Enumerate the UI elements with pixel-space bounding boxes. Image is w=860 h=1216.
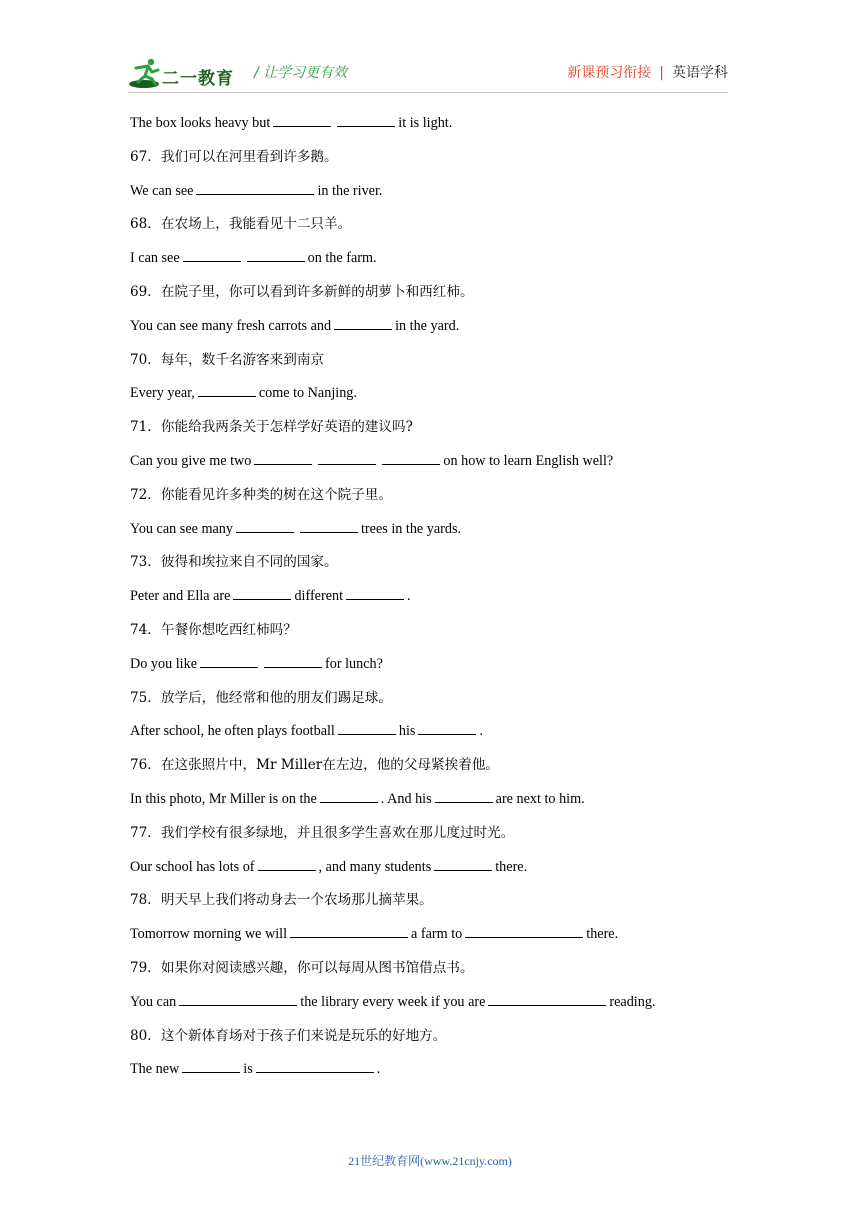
answer-blank[interactable] [338, 720, 396, 735]
sentence-text: After school, he often plays football [130, 723, 335, 740]
question-prompt: 77．我们学校有很多绿地，并且很多学生喜欢在那儿度过时光。 [130, 824, 515, 841]
sentence-text: . And his [380, 790, 432, 807]
sentence-text: reading. [609, 993, 656, 1010]
sentence-text: in the river. [317, 182, 383, 199]
page-header [128, 56, 728, 94]
answer-blank[interactable] [254, 450, 312, 465]
answer-blank[interactable] [465, 923, 583, 938]
sentence-text: Do you like [130, 655, 197, 672]
answer-blank[interactable] [337, 112, 395, 127]
answer-blank[interactable] [318, 450, 376, 465]
sentence-text: a farm to [411, 926, 463, 943]
header-separator: | [659, 65, 664, 81]
answer-blank[interactable] [418, 720, 476, 735]
answer-blank[interactable] [346, 585, 404, 600]
question-prompt: 74．午餐你想吃西红柿吗？ [130, 621, 297, 638]
answer-sentence [130, 446, 740, 480]
answer-blank[interactable] [182, 1058, 240, 1073]
answer-sentence [130, 784, 740, 818]
sentence-text: are next to him. [495, 790, 585, 807]
sentence-text: The box looks heavy but [130, 115, 271, 131]
question-prompt: 80．这个新体育场对于孩子们来说是玩乐的好地方。 [130, 1027, 447, 1044]
answer-sentence [130, 649, 740, 683]
sentence-text: The new [130, 1061, 180, 1078]
sentence-text: come to Nanjing. [258, 385, 357, 402]
answer-blank[interactable] [258, 856, 316, 871]
sentence-text: there. [586, 926, 619, 943]
header-right [567, 62, 728, 82]
answer-sentence [130, 987, 740, 1021]
sentence-text: . [376, 1061, 381, 1078]
answer-blank[interactable] [435, 788, 493, 803]
sentence-text: different [294, 588, 344, 605]
answer-sentence [130, 1054, 740, 1088]
question-prompt: 68．在农场上，我能看见十二只羊。 [130, 216, 352, 233]
subject-label: 英语学科 [672, 65, 728, 81]
sentence-text: We can see [130, 182, 194, 199]
sentence-text: In this photo, Mr Miller is on the [130, 790, 317, 807]
answer-sentence [130, 243, 740, 277]
answer-blank[interactable] [290, 923, 408, 938]
answer-sentence [130, 378, 740, 412]
question-prompt: 78．明天早上我们将动身去一个农场那儿摘苹果。 [130, 892, 433, 909]
answer-sentence [130, 514, 740, 548]
exercise-list [130, 108, 740, 1088]
sentence-text: , and many students [318, 858, 432, 875]
answer-blank[interactable] [247, 247, 305, 262]
logo [128, 56, 246, 92]
answer-sentence [130, 716, 740, 750]
sentence-text: Peter and Ella are [130, 588, 231, 605]
answer-blank[interactable] [200, 653, 258, 668]
sentence-text: there. [495, 858, 528, 875]
answer-blank[interactable] [434, 856, 492, 871]
sentence-text: You can see many [130, 520, 233, 537]
sentence-text: on how to learn English well? [443, 452, 614, 469]
sentence-text: You can [130, 993, 177, 1010]
answer-blank[interactable] [300, 518, 358, 533]
question-prompt: 69．在院子里，你可以看到许多新鲜的胡萝卜和西红柿。 [130, 283, 474, 300]
sentence-text: for lunch? [325, 655, 383, 672]
answer-sentence [130, 919, 740, 953]
sentence-text: is [243, 1061, 253, 1078]
answer-blank[interactable] [334, 315, 392, 330]
question-prompt: 75．放学后，他经常和他的朋友们踢足球。 [130, 689, 392, 706]
sentence-text: the library every week if you are [300, 993, 486, 1010]
page-footer: 21世纪教育网(www.21cnjy.com) [348, 1154, 512, 1168]
answer-sentence [130, 311, 740, 345]
runner-logo-icon [128, 56, 164, 90]
course-label: 新课预习衔接 [567, 65, 652, 81]
question-prompt: 73．彼得和埃拉来自不同的国家。 [130, 554, 338, 571]
answer-blank[interactable] [198, 382, 256, 397]
question-prompt: 72．你能看见许多种类的树在这个院子里。 [130, 486, 392, 503]
answer-blank[interactable] [488, 991, 606, 1006]
question-prompt: 76．在这张照片中，Mr Miller在左边，他的父母紧挨着他。 [130, 757, 500, 774]
sentence-text: his [398, 723, 416, 740]
answer-blank[interactable] [196, 180, 314, 195]
sentence-text: Our school has lots of [130, 858, 255, 875]
sentence-text: . [407, 588, 411, 605]
sentence-text: Can you give me two [130, 452, 252, 469]
sentence-text: Every year, [130, 385, 195, 402]
sentence-text: trees in the yards. [360, 520, 462, 537]
question-prompt: 79．如果你对阅读感兴趣，你可以每周从图书馆借点书。 [130, 959, 474, 976]
sentence-text: Tomorrow morning we will [130, 926, 288, 943]
header-divider [128, 92, 728, 93]
answer-blank[interactable] [236, 518, 294, 533]
answer-blank[interactable] [183, 247, 241, 262]
logo-text: 二一教育 [162, 69, 234, 89]
sentence-text: You can see many fresh carrots and [130, 317, 332, 334]
sentence-text: on the farm. [307, 250, 377, 267]
answer-blank[interactable] [320, 788, 378, 803]
answer-blank[interactable] [273, 112, 331, 127]
answer-sentence [130, 108, 740, 142]
sentence-text: . [479, 723, 483, 740]
question-prompt: 71．你能给我两条关于怎样学好英语的建议吗? [130, 419, 413, 436]
sentence-text: I can see [130, 250, 180, 267]
answer-blank[interactable] [256, 1058, 374, 1073]
sentence-text: it is light. [398, 115, 453, 131]
answer-sentence [130, 581, 740, 615]
answer-sentence [130, 176, 740, 210]
question-prompt: 70．每年，数千名游客来到南京 [130, 351, 325, 368]
answer-sentence [130, 852, 740, 886]
answer-blank[interactable] [179, 991, 297, 1006]
slogan: / 让学习更有效 [254, 65, 348, 81]
answer-blank[interactable] [264, 653, 322, 668]
answer-blank[interactable] [382, 450, 440, 465]
question-prompt: 67．我们可以在河里看到许多鹅。 [130, 148, 338, 165]
sentence-text: in the yard. [395, 317, 460, 334]
answer-blank[interactable] [233, 585, 291, 600]
